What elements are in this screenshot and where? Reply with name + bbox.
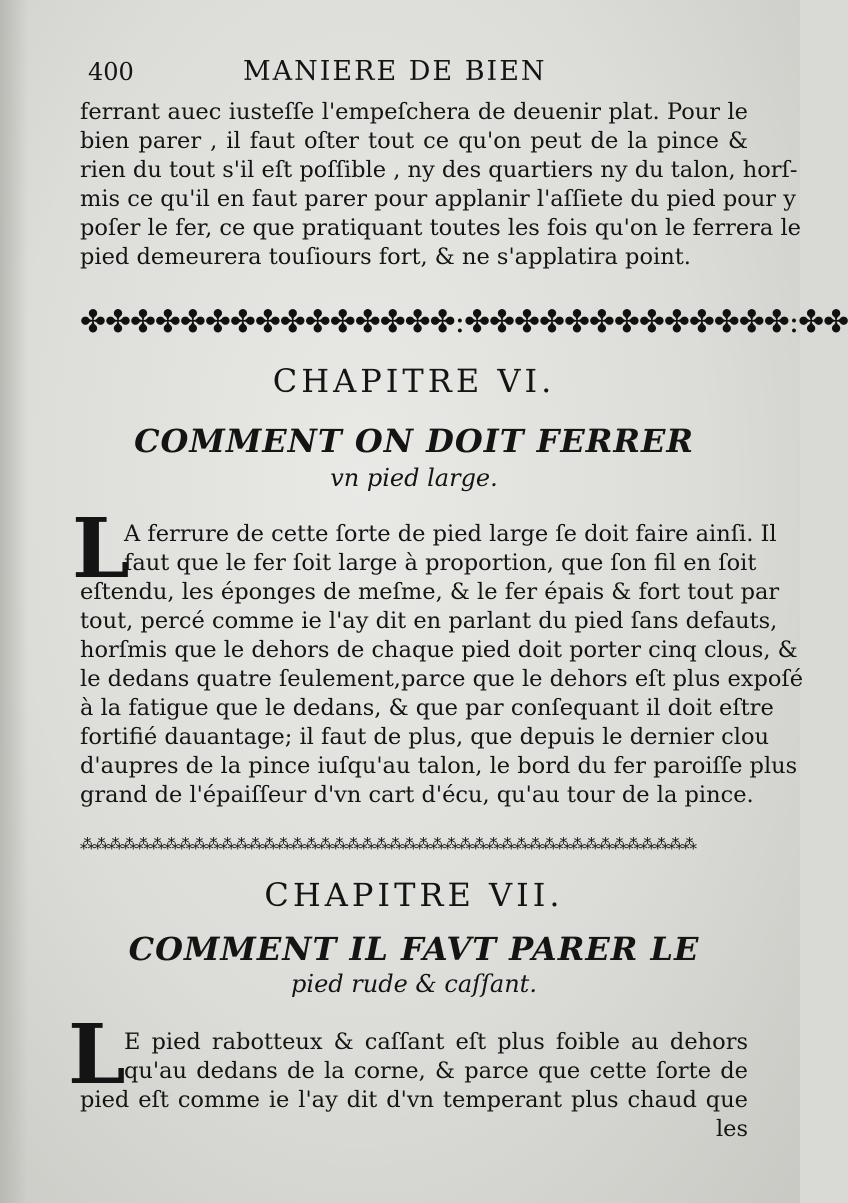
text-line: à la fatigue que le dedans, & que par conſequant il doit eſtre xyxy=(80,695,774,721)
text-line: eſtendu, les éponges de meſme, & le fer épais & fort tout par xyxy=(80,579,780,605)
text-line: fortifié dauantage; il faut de plus, que depuis le dernier clou xyxy=(80,724,769,750)
text-line: horſmis que le dehors de chaque pied doit porter cinq clous, & xyxy=(80,637,798,663)
text-line: poſer le fer, ce que pratiquant toutes les fois qu'on le ferrera le xyxy=(80,215,801,241)
chapter-6-paragraph xyxy=(80,520,804,810)
text-line: bien parer , il faut oſter tout ce qu'on peut de la pince & xyxy=(80,128,748,154)
text-line: rien du tout s'il eſt poſſible , ny des quartiers ny du talon, horſ- xyxy=(80,157,798,183)
chapter-6-title: COMMENT ON DOIT FERRER xyxy=(134,422,694,460)
chapter-6-subtitle: vn pied large. xyxy=(330,464,498,492)
page-header xyxy=(88,52,748,92)
chapter-7-drop-cap: L xyxy=(68,1007,126,1103)
chapter-7-subtitle: pied rude & caſſant. xyxy=(291,970,537,998)
fleuron-ornament-band: ✤✤✤✤✤✤✤✤✤✤✤✤✤✤✤:✤✤✤✤✤✤✤✤✤✤✤✤✤:✤✤ xyxy=(80,304,848,340)
running-head: MANIERE DE BIEN xyxy=(243,56,547,87)
text-line: qu'au dedans de la corne, & parce que cette ſorte de xyxy=(124,1058,748,1084)
text-line: mis ce qu'il en faut parer pour applanir l'aſſiete du pied pour y xyxy=(80,186,796,212)
continued-paragraph xyxy=(80,98,801,272)
ornamental-rule: ⁂⁂⁂⁂⁂⁂⁂⁂⁂⁂⁂⁂⁂⁂⁂⁂⁂⁂⁂⁂⁂⁂⁂⁂⁂⁂⁂⁂⁂⁂⁂⁂⁂⁂⁂⁂⁂⁂⁂⁂⁂⁂⁂⁂ xyxy=(80,835,696,853)
text-line: grand de l'épaiſſeur d'vn cart d'écu, qu'au tour de la pince. xyxy=(80,782,754,808)
text-line: tout, percé comme ie l'ay dit en parlant du pied ſans defauts, xyxy=(80,608,778,634)
chapter-6-heading: CHAPITRE VI. xyxy=(272,362,556,400)
chapter-7-title: COMMENT IL FAVT PARER LE xyxy=(128,930,700,968)
text-line: pied demeurera touſiours fort, & ne s'applatira point. xyxy=(80,244,691,270)
text-line: le dedans quatre ſeulement,parce que le dehors eſt plus expoſé xyxy=(80,666,804,692)
text-line: A ferrure de cette ſorte de pied large ſe doit faire ainſi. Il xyxy=(124,521,777,547)
text-line: E pied rabotteux & caſſant eſt plus foible au dehors xyxy=(124,1029,748,1055)
chapter-7-paragraph xyxy=(80,1028,748,1144)
chapter-7-heading: CHAPITRE VII. xyxy=(264,876,564,914)
chapter-6-drop-cap: L xyxy=(72,501,130,597)
catchword: les xyxy=(715,1116,748,1142)
text-line: pied eſt comme ie l'ay dit d'vn temperant plus chaud que xyxy=(80,1087,748,1113)
text-line: ferrant auec iusteſſe l'empeſchera de deuenir plat. Pour le xyxy=(80,99,748,125)
text-line: d'aupres de la pince iuſqu'au talon, le bord du fer paroiſſe plus xyxy=(80,753,798,779)
text-line: faut que le fer ſoit large à proportion, que ſon fil en ſoit xyxy=(124,550,757,576)
page-number: 400 xyxy=(88,58,134,86)
